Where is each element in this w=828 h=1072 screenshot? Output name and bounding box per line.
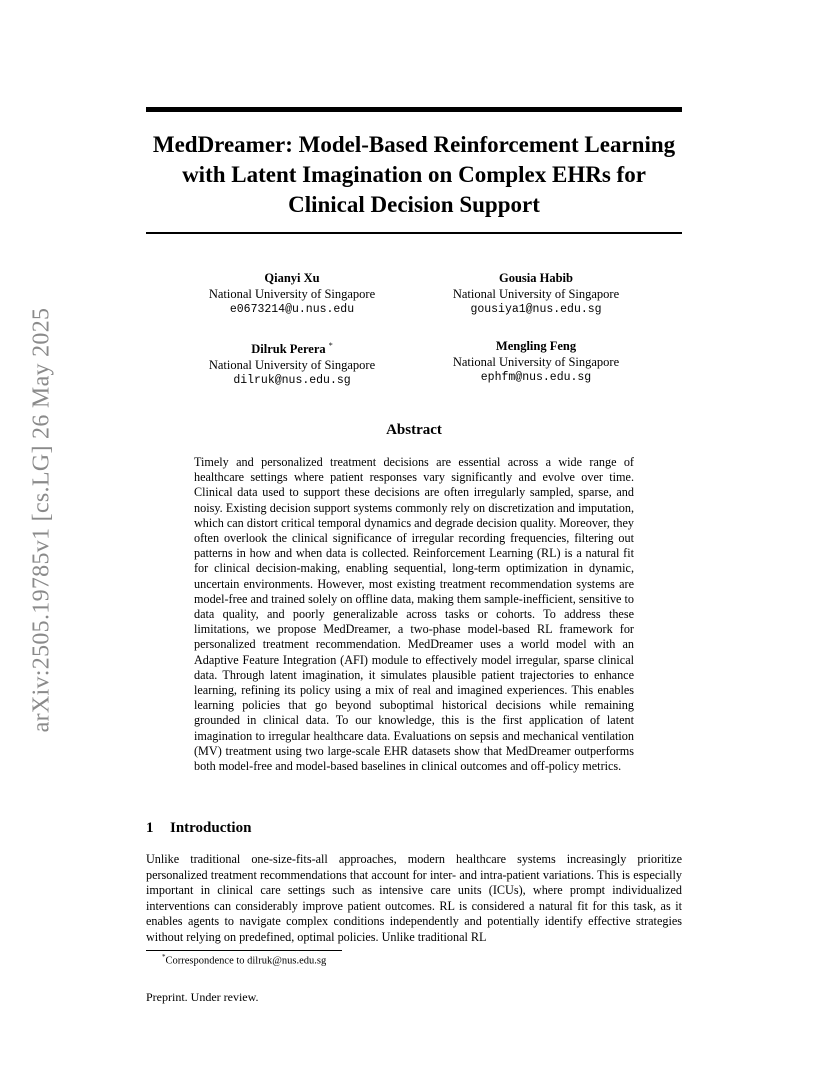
section-heading: [146, 820, 251, 837]
author-block: [416, 270, 656, 318]
footnote-mark: *: [162, 953, 166, 961]
author-affiliation: National University of Singapore: [452, 287, 620, 301]
author-name: Gousia Habib: [499, 271, 573, 285]
corresponding-author-mark: *: [328, 341, 333, 350]
author-email: dilruk@nus.edu.sg: [233, 374, 351, 388]
author-name: Dilruk Perera *: [251, 341, 333, 357]
author-affiliation: National University of Singapore: [208, 358, 376, 373]
section-number: 1: [146, 820, 154, 836]
abstract-heading: Abstract: [386, 422, 442, 438]
author-affiliation: National University of Singapore: [208, 287, 376, 301]
author-name: Qianyi Xu: [264, 271, 320, 285]
abstract-text: Timely and personalized treatment decisions are essential across a wide range of healthcare settings where patient responses vary significantly and evolve over time. Clinical data used to support these decisions are often irregularly sampled, sparse, and noisy. Existing decision support systems commonly rely on discretization and imputation, which can distort critical temporal dynamics and degrade decision quality. Moreover, they often overlook the clinical significance of irregular recording frequencies, filtering out patterns in how and when data is collected. Reinforcement Learning (RL) is a natural fit for clinical decision-making, enabling sequential, long-term optimization in dynamic, uncertain environments. However, most existing treatment recommendation systems are model-free and trained solely on offline data, making them sample-inefficient, sensitive to data quality, and poorly generalizable across tasks or cohorts. To address these limitations, we propose MedDreamer, a two-phase model-based RL framework for personalized treatment recommendation. MedDreamer uses a world model with an Adaptive Feature Integration (AFI) module to effectively model irregular, sparse clinical data. Through latent imagination, it simulates plausible patient trajectories to enhance learning, refining its policy using a mix of real and imagined experiences. This enables learning policies that go beyond suboptimal historical decisions while remaining grounded in clinical data. To our knowledge, this is the first application of latent imagination to irregular healthcare data. Evaluations on sepsis and mechanical ventilation (MV) treatment using two large-scale EHR datasets show that MedDreamer outperforms both model-free and model-based baselines in clinical outcomes and off-policy metrics.: [194, 455, 634, 774]
author-email: gousiya1@nus.edu.sg: [470, 303, 602, 316]
footnote-text: Correspondence to dilruk@nus.edu.sg: [165, 955, 327, 967]
author-affiliation: National University of Singapore: [452, 355, 620, 369]
paper-title: MedDreamer: Model-Based Reinforcement Learning with Latent Imagination on Complex EHRs for Clinical Decision Support: [152, 132, 676, 217]
author-block: [172, 338, 412, 389]
footnote-rule: [146, 950, 342, 951]
author-block: [416, 338, 656, 386]
author-name: Mengling Feng: [495, 339, 577, 353]
author-email: e0673214@u.nus.edu: [229, 303, 355, 316]
arxiv-identifier: arXiv:2505.19785v1 [cs.LG] 26 May 2025: [28, 307, 55, 733]
title-top-rule: [146, 107, 682, 112]
title-bottom-rule: [146, 232, 682, 234]
preprint-footer: Preprint. Under review.: [146, 990, 259, 1004]
footnote: [162, 953, 326, 967]
author-block: [172, 270, 412, 318]
introduction-text: Unlike traditional one-size-fits-all approaches, modern healthcare systems increasingly prioritize personalized treatment recommendations that account for inter- and intra-patient variations. This is especially important in clinical care settings such as intensive care units (ICUs), where prompt individualized interventions can considerably improve patient outcomes. RL is considered a natural fit for this task, as it enables agents to navigate complex conditions independently and potentially identify effective strategies without relying on predefined, optimal policies. Unlike traditional RL: [146, 852, 682, 944]
author-email: ephfm@nus.edu.sg: [480, 371, 592, 384]
section-title: Introduction: [170, 820, 252, 836]
